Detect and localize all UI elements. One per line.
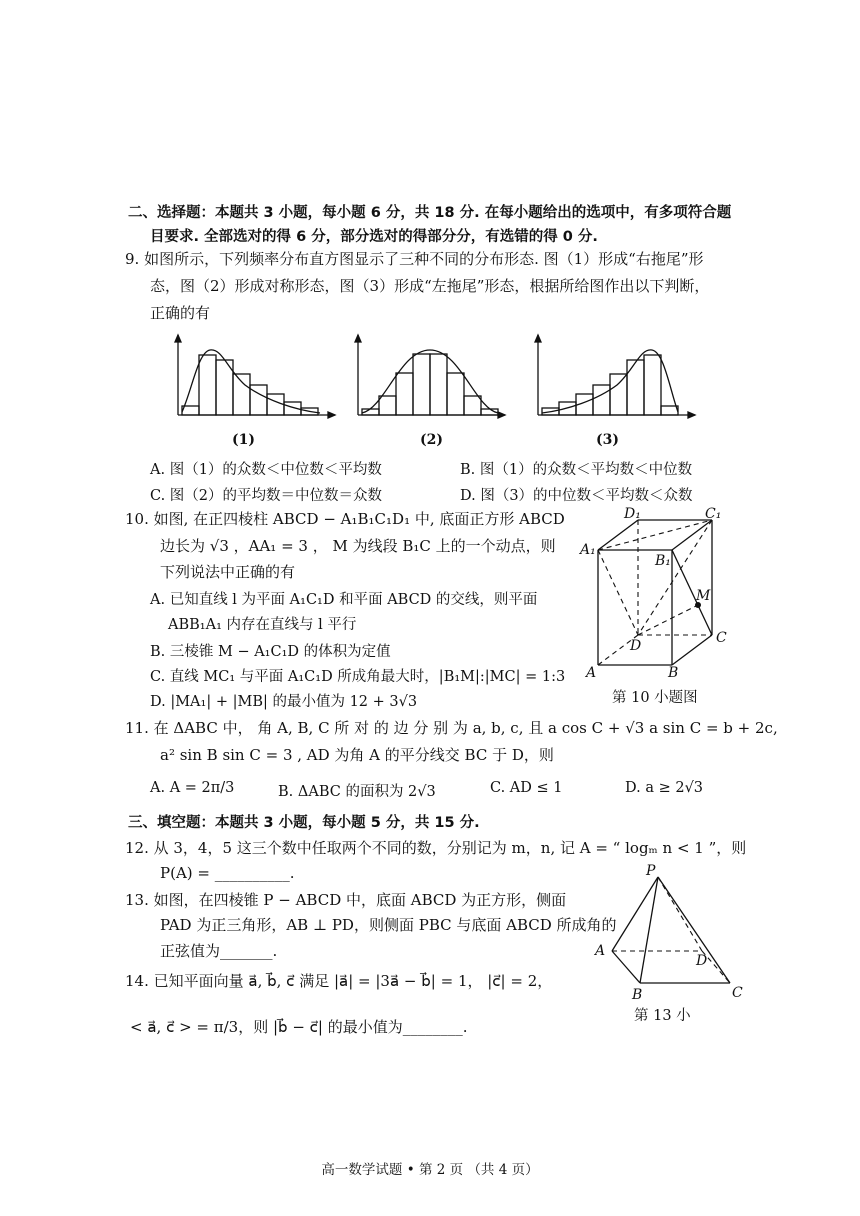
histogram-3-caption: (3) [596,432,619,448]
histogram-2-caption: (2) [420,432,443,448]
histogram-left-skew [530,330,700,430]
q9-option-d: D. 图（3）的中位数＜平均数＜众数 [460,488,693,504]
label-b: B [632,987,643,1003]
q13-stem-line1: 13. 如图，在四棱锥 P − ABCD 中，底面 ABCD 为正方形，侧面 [125,891,567,909]
q10-option-a-line2: ABB₁A₁ 内存在直线与 l 平行 [168,617,357,633]
q10-option-c: C. 直线 MC₁ 与平面 A₁C₁D 所成角最大时，|B₁M|:|MC| = 1:3 [150,669,566,685]
q13-figure-caption: 第 13 小 [634,1008,691,1024]
q10-figure-caption: 第 10 小题图 [612,690,698,706]
q13-stem-line3: 正弦值为_______. [160,942,278,960]
q9-stem-line3: 正确的有 [150,304,211,322]
q9-option-b: B. 图（1）的众数＜平均数＜中位数 [460,462,693,478]
q12-stem-line1: 12. 从 3，4，5 这三个数中任取两个不同的数，分别记为 m，n, 记 A = “ logₘ n < 1 ”，则 [125,839,747,857]
label-a: A [595,943,606,959]
label-b: B [668,665,679,681]
q11-option-c: C. AD ≤ 1 [490,780,563,796]
q14-stem-line2: < a⃗, c⃗ > = π/3，则 |b⃗ − c⃗| 的最小值为________. [130,1018,468,1036]
q9-stem-line1: 9. 如图所示，下列频率分布直方图显示了三种不同的分布形态. 图（1）形成“右拖尾”形 [125,250,704,268]
q10-stem-line2: 边长为 √3 ，AA₁ = 3 ， M 为线段 B₁C 上的一个动点，则 [160,537,556,555]
label-p: P [646,863,656,879]
label-c1: C₁ [705,506,722,522]
histogram-1-caption: (1) [232,432,255,448]
q9-option-c: C. 图（2）的平均数＝中位数＝众数 [150,488,383,504]
q11-stem-line2: a² sin B sin C = 3 , AD 为角 A 的平分线交 BC 于 D，则 [160,746,554,764]
histogram-symmetric [350,330,510,430]
q10-stem-line3: 下列说法中正确的有 [160,563,296,581]
section3-title: 三、填空题：本题共 3 小题，每小题 5 分，共 15 分. [128,815,480,831]
q9-stem-line2: 态，图（2）形成对称形态，图（3）形成“左拖尾”形态，根据所给图作出以下判断， [150,277,710,295]
q12-stem-line2: P(A) = __________. [160,864,295,882]
label-c: C [716,630,727,646]
section2-title-line2: 目要求. 全部选对的得 6 分，部分选对的得部分分，有选错的得 0 分. [150,229,598,245]
q10-option-d: D. |MA₁| + |MB| 的最小值为 12 + 3√3 [150,694,418,710]
label-d1: D₁ [624,506,641,522]
q11-option-d: D. a ≥ 2√3 [625,780,704,796]
label-b1: B₁ [655,553,671,569]
pyramid-figure [590,863,750,1003]
page-footer: 高一数学试题 • 第 2 页 （共 4 页） [321,1162,539,1178]
q10-option-b: B. 三棱锥 M − A₁C₁D 的体积为定值 [150,644,391,660]
label-d: D [630,638,642,654]
label-d: D [696,953,708,969]
label-a1: A₁ [580,542,596,558]
label-c: C [732,985,743,1001]
q14-stem-line1: 14. 已知平面向量 a⃗, b⃗, c⃗ 满足 |a⃗| = |3a⃗ − b⃗| = 1， |c⃗| = 2， [125,972,553,990]
prism-figure [580,505,750,685]
q10-option-a-line1: A. 已知直线 l 为平面 A₁C₁D 和平面 ABCD 的交线，则平面 [150,592,538,608]
q10-stem-line1: 10. 如图, 在正四棱柱 ABCD − A₁B₁C₁D₁ 中, 底面正方形 ABCD [125,510,565,528]
label-a: A [586,665,597,681]
q13-stem-line2: PAD 为正三角形，AB ⊥ PD，则侧面 PBC 与底面 ABCD 所成角的 [160,916,617,934]
q11-stem-line1: 11. 在 ΔABC 中， 角 A, B, C 所 对 的 边 分 别 为 a, b, c, 且 a cos C + √3 a sin C = b + 2c, [125,719,778,737]
histogram-right-skew [170,330,340,430]
section2-title-line1: 二、选择题：本题共 3 小题，每小题 6 分，共 18 分. 在每小题给出的选项中，有多项符合题 [128,205,732,221]
q9-option-a: A. 图（1）的众数＜中位数＜平均数 [150,462,382,478]
label-m: M [696,588,711,604]
q11-option-a: A. A = 2π/3 [150,780,235,796]
q11-option-b: B. ΔABC 的面积为 2√3 [278,784,436,800]
